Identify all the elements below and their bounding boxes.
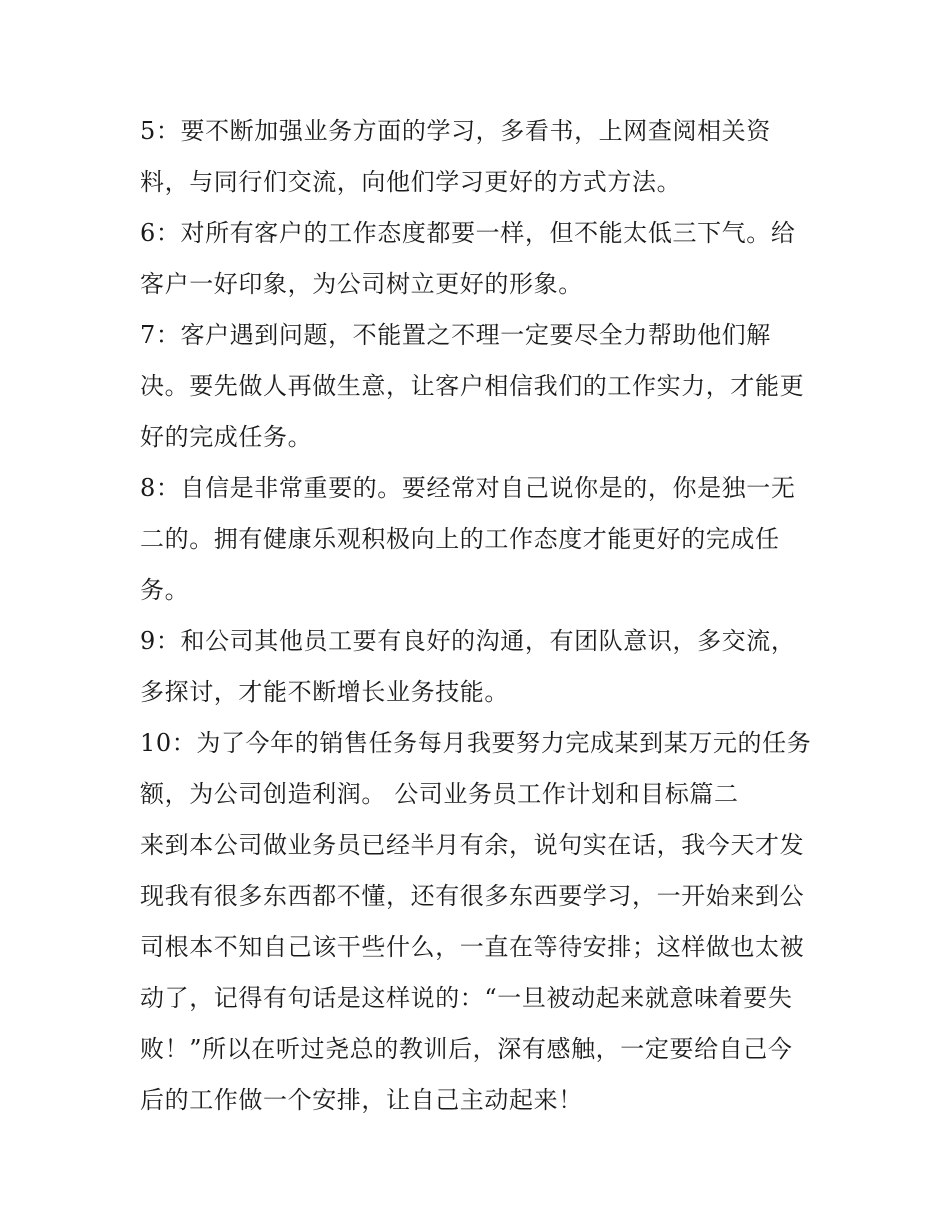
text-line: 6：对所有客户的工作态度都要一样，但不能太低三下气。给 [140, 219, 796, 247]
text-line: 客户一好印象，为公司树立更好的形象。 [140, 270, 583, 298]
text-line: 7：客户遇到问题，不能置之不理一定要尽全力帮助他们解 [140, 321, 771, 349]
text-line: 5：要不断加强业务方面的学习，多看书，上网查阅相关资 [140, 117, 771, 145]
text-line: 料，与同行们交流，向他们学习更好的方式方法。 [140, 168, 682, 196]
text-line: 10：为了今年的销售任务每月我要努力完成某到某万元的任务 [140, 729, 812, 757]
text-line: 务。 [140, 576, 190, 604]
text-line: 败！”所以在听过尧总的教训后，深有感触，一定要给自己今 [140, 1035, 793, 1063]
document-body [140, 106, 820, 1126]
text-line: 决。要先做人再做生意，让客户相信我们的工作实力，才能更 [140, 372, 805, 400]
text-line: 二的。拥有健康乐观积极向上的工作态度才能更好的完成任 [140, 525, 780, 553]
text-line: 来到本公司做业务员已经半月有余，说句实在话，我今天才发 [140, 831, 805, 859]
text-line: 多探讨，才能不断增长业务技能。 [140, 678, 509, 706]
text-line: 后的工作做一个安排，让自己主动起来！ [140, 1086, 583, 1114]
text-line: 现我有很多东西都不懂，还有很多东西要学习，一开始来到公 [140, 882, 805, 910]
text-line: 额，为公司创造利润。 公司业务员工作计划和目标篇二 [140, 780, 739, 808]
text-line: 动了，记得有句话是这样说的：“一旦被动起来就意味着要失 [140, 984, 793, 1012]
text-line: 司根本不知自己该干些什么，一直在等待安排；这样做也太被 [140, 933, 805, 961]
text-line: 8：自信是非常重要的。要经常对自己说你是的，你是独一无 [140, 474, 796, 502]
text-line: 好的完成任务。 [140, 423, 313, 451]
text-line: 9：和公司其他员工要有良好的沟通，有团队意识，多交流， [140, 627, 796, 655]
